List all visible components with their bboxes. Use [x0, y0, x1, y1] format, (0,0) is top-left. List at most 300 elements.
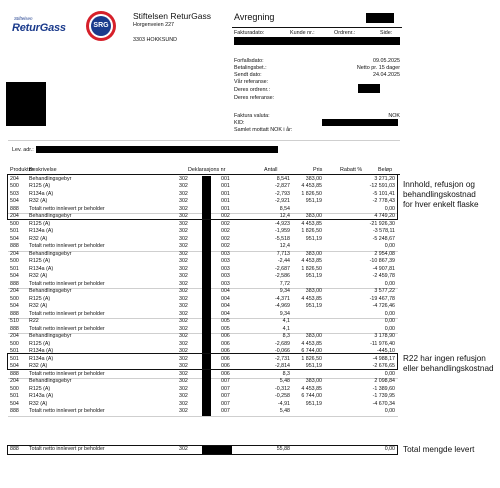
cell-produktnr: 504 [10, 235, 19, 242]
cell-beskrivelse: Totalt netto innlevert pr beholder [29, 280, 105, 287]
cell-produktnr: 504 [10, 303, 19, 309]
redacted-block [202, 221, 211, 229]
table-row [8, 236, 398, 244]
cell-beskrivelse: R134a (A) [29, 348, 54, 354]
cell-produktnr: 501 [10, 355, 19, 362]
cell-deklarasjon-suffix: 006 [221, 370, 230, 377]
col-header-produktnr: Produktnr [10, 167, 34, 173]
cell-deklarasjon-suffix: 001 [221, 198, 230, 204]
cell-deklarasjon-prefix: 302 [179, 243, 188, 249]
redacted-block [202, 228, 211, 236]
cell-deklarasjon-prefix: 302 [179, 378, 188, 384]
cell-antall: 9,34 [279, 310, 290, 317]
cell-belop: -2 676,65 [372, 363, 395, 369]
cell-deklarasjon-suffix: 007 [221, 385, 230, 392]
cell-deklarasjon-suffix: 002 [221, 228, 230, 234]
cell-deklarasjon-prefix: 302 [179, 235, 188, 242]
cell-beskrivelse: Totalt netto innlevert pr beholder [29, 325, 105, 332]
cell-deklarasjon-suffix: 003 [221, 258, 230, 264]
cell-belop: 4 749,20 [374, 213, 395, 219]
cell-beskrivelse: R125 (A) [29, 183, 51, 189]
cell-antall: 12,4 [279, 243, 290, 249]
cell-deklarasjon-suffix: 006 [221, 348, 230, 354]
redacted-block [366, 13, 394, 23]
cell-produktnr: 204 [10, 378, 19, 384]
cell-pris: 383,00 [305, 213, 322, 219]
redacted-block [202, 251, 211, 259]
cell-belop: 2 098,84 [374, 378, 395, 384]
redacted-block [202, 341, 211, 349]
cell-belop: 0,00 [384, 446, 395, 452]
cell-pris: 4 453,85 [301, 183, 322, 189]
table-row [8, 333, 398, 341]
cell-pris: 951,19 [305, 273, 322, 279]
cell-deklarasjon-prefix: 302 [179, 295, 188, 302]
cell-antall: 5,48 [279, 378, 290, 384]
cell-deklarasjon-prefix: 302 [179, 175, 188, 182]
cell-deklarasjon-prefix: 302 [179, 213, 188, 219]
table-row [8, 221, 398, 229]
cell-pris: 4 453,85 [301, 220, 322, 227]
cell-deklarasjon-suffix: 006 [221, 355, 230, 362]
annotation-r22: R22 har ingen refusjon eller behandlingskostnad [403, 354, 494, 373]
cell-belop: 0,00 [384, 318, 395, 324]
cell-antall: 7,72 [279, 280, 290, 287]
redacted-block [202, 296, 211, 304]
cell-deklarasjon-suffix: 007 [221, 408, 230, 414]
table-row [8, 386, 398, 394]
cell-belop: -2 778,43 [372, 198, 395, 204]
cell-beskrivelse: R134a (A) [29, 228, 54, 234]
annotation-total: Total mengde levert [403, 445, 475, 454]
cell-pris: 383,00 [305, 175, 322, 182]
cell-deklarasjon-prefix: 302 [179, 310, 188, 317]
cell-beskrivelse: Totalt netto innlevert pr beholder [29, 243, 105, 249]
company-logo [10, 8, 120, 48]
cell-deklarasjon-suffix: 006 [221, 333, 230, 339]
cell-beskrivelse: Behandlingsgebyr [29, 213, 72, 219]
cell-antall: -2,921 [274, 198, 290, 204]
cell-deklarasjon-suffix: 001 [221, 183, 230, 189]
cell-produktnr: 501 [10, 265, 19, 272]
table-row [8, 311, 398, 319]
redacted-block [358, 84, 380, 93]
cell-deklarasjon-suffix: 006 [221, 363, 230, 369]
cell-produktnr: 500 [10, 258, 19, 264]
highlight-box-first-bottle [7, 174, 398, 220]
cell-deklarasjon-prefix: 302 [179, 446, 188, 452]
sender-name: Stiftelsen ReturGass [133, 11, 211, 21]
redacted-block [202, 258, 211, 266]
cell-pris: 383,00 [305, 378, 322, 384]
field-value: 09.05.2025 [373, 58, 400, 64]
cell-deklarasjon-suffix: 006 [221, 340, 230, 347]
table-row [8, 258, 398, 266]
cell-deklarasjon-prefix: 302 [179, 228, 188, 234]
cell-beskrivelse: R125 (A) [29, 385, 51, 392]
cell-beskrivelse: Totalt netto innlevert pr beholder [29, 370, 105, 377]
cell-deklarasjon-suffix: 002 [221, 213, 230, 219]
table-row [8, 401, 398, 409]
table-row [8, 318, 398, 326]
cell-belop: -10 867,39 [369, 258, 395, 264]
cell-belop: 0,00 [384, 310, 395, 317]
cell-beskrivelse: Behandlingsgebyr [29, 378, 72, 384]
cell-produktnr: 501 [10, 393, 19, 399]
redacted-block [202, 326, 211, 334]
cell-deklarasjon-suffix: 001 [221, 175, 230, 182]
redacted-block [202, 318, 211, 326]
cell-deklarasjon-suffix: 001 [221, 205, 230, 212]
table-row [8, 303, 398, 311]
field-label: Deres referanse: [234, 95, 275, 101]
cell-deklarasjon-prefix: 302 [179, 325, 188, 332]
table-row [8, 273, 398, 281]
cell-deklarasjon-prefix: 302 [179, 190, 188, 197]
cell-beskrivelse: R32 (A) [29, 363, 48, 369]
field-label: Deres ordrenr.: [234, 87, 270, 93]
header-rule [232, 27, 402, 28]
cell-pris: 951,19 [305, 400, 322, 407]
col-header-belop: Beløp [378, 167, 393, 173]
field-value: Netto pr. 15 dager [356, 65, 400, 71]
cell-antall: 8,541 [276, 175, 290, 182]
cell-beskrivelse: Totalt netto innlevert pr beholder [29, 408, 105, 414]
cell-deklarasjon-prefix: 302 [179, 273, 188, 279]
cell-pris: 1 826,50 [301, 265, 322, 272]
cell-deklarasjon-suffix: 003 [221, 273, 230, 279]
cell-belop: 0,00 [384, 243, 395, 249]
cell-produktnr: 888 [10, 325, 19, 332]
cell-deklarasjon-prefix: 302 [179, 220, 188, 227]
cell-deklarasjon-suffix: 002 [221, 235, 230, 242]
cell-antall: 8,54 [279, 205, 290, 212]
field-label: Vår referanse: [234, 79, 269, 85]
field-label: Betalingsbet.: [234, 65, 267, 71]
cell-deklarasjon-prefix: 302 [179, 205, 188, 212]
cell-antall: -0,312 [274, 385, 290, 392]
table-row [8, 243, 398, 251]
cell-produktnr: 500 [10, 220, 19, 227]
cell-beskrivelse: R32 (A) [29, 198, 48, 204]
cell-deklarasjon-prefix: 302 [179, 370, 188, 377]
cell-deklarasjon-prefix: 302 [179, 265, 188, 272]
cell-deklarasjon-suffix: 005 [221, 325, 230, 332]
table-row [8, 228, 398, 236]
cell-pris: 951,19 [305, 235, 322, 242]
field-label: Faktura valuta: [234, 113, 270, 119]
cell-produktnr: 204 [10, 250, 19, 257]
cell-belop: 2 954,08 [374, 250, 395, 257]
cell-deklarasjon-prefix: 302 [179, 385, 188, 392]
redacted-block [202, 401, 211, 409]
cell-belop: -4 907,81 [372, 265, 395, 272]
cell-belop: 3 577,22 [374, 288, 395, 294]
cell-beskrivelse: R134a (A) [29, 190, 54, 197]
table-row [8, 341, 398, 349]
label-fakturadato: Fakturadato: [234, 30, 265, 36]
document-title: Avregning [234, 12, 275, 22]
cell-beskrivelse: Behandlingsgebyr [29, 333, 72, 339]
redacted-block [36, 146, 278, 153]
cell-deklarasjon-prefix: 302 [179, 288, 188, 294]
cell-produktnr: 501 [10, 228, 19, 234]
group-divider [8, 416, 398, 417]
cell-deklarasjon-suffix: 004 [221, 295, 230, 302]
cell-belop: -5 101,41 [372, 190, 395, 197]
cell-beskrivelse: R32 (A) [29, 400, 48, 407]
redacted-block [202, 311, 211, 319]
cell-produktnr: 888 [10, 280, 19, 287]
cell-beskrivelse: R32 (A) [29, 235, 48, 242]
cell-antall: 5,48 [279, 408, 290, 414]
cell-beskrivelse: R134a (A) [29, 355, 54, 362]
cell-antall: -1,959 [274, 228, 290, 234]
cell-beskrivelse: Totalt netto innlevert pr beholder [29, 446, 105, 452]
cell-antall: -2,814 [274, 363, 290, 369]
redacted-block [202, 243, 211, 251]
cell-belop: -11 976,40 [370, 340, 395, 347]
cell-antall: -2,586 [274, 273, 290, 279]
cell-beskrivelse: R125 (A) [29, 258, 51, 264]
cell-deklarasjon-suffix: 002 [221, 220, 230, 227]
cell-produktnr: 204 [10, 288, 19, 294]
cell-deklarasjon-prefix: 302 [179, 348, 188, 354]
cell-produktnr: 888 [10, 205, 19, 212]
cell-deklarasjon-suffix: 007 [221, 400, 230, 407]
cell-belop: -4 988,17 [372, 355, 395, 362]
cell-beskrivelse: R143a (A) [29, 393, 54, 399]
logo-badge-text: SRG [93, 22, 109, 29]
cell-antall: -4,969 [274, 303, 290, 309]
cell-deklarasjon-prefix: 302 [179, 303, 188, 309]
cell-antall: -4,371 [274, 295, 290, 302]
cell-pris: 383,00 [305, 288, 322, 294]
cell-deklarasjon-prefix: 302 [179, 250, 188, 257]
cell-antall: -0,258 [274, 393, 290, 399]
highlight-box-r22 [7, 353, 398, 370]
sender-city: 3303 HOKKSUND [133, 37, 178, 43]
logo-brand-text: ReturGass [12, 22, 66, 34]
highlight-box-total [7, 445, 398, 455]
cell-pris: 383,00 [305, 250, 322, 257]
cell-pris: 1 826,50 [301, 228, 322, 234]
cell-produktnr: 504 [10, 198, 19, 204]
cell-produktnr: 888 [10, 408, 19, 414]
cell-produktnr: 204 [10, 213, 19, 219]
cell-deklarasjon-prefix: 302 [179, 280, 188, 287]
redacted-block [6, 82, 46, 126]
cell-beskrivelse: R32 (A) [29, 273, 48, 279]
col-header-rabatt: Rabatt % [340, 167, 363, 173]
cell-beskrivelse: Behandlingsgebyr [29, 175, 72, 182]
cell-deklarasjon-suffix: 003 [221, 250, 230, 257]
cell-deklarasjon-suffix: 005 [221, 318, 230, 324]
cell-antall: 7,713 [276, 250, 290, 257]
cell-deklarasjon-suffix: 003 [221, 265, 230, 272]
annotation-bottle-content: Innhold, refusjon og behandlingskostnad for hver enkelt flaske [403, 180, 479, 209]
cell-beskrivelse: R125 (A) [29, 220, 51, 227]
cell-belop: 0,00 [384, 325, 395, 332]
cell-belop: 0,00 [384, 408, 395, 414]
cell-deklarasjon-prefix: 302 [179, 400, 188, 407]
cell-antall: 12,4 [279, 213, 290, 219]
cell-produktnr: 500 [10, 385, 19, 392]
cell-produktnr: 504 [10, 363, 19, 369]
delivery-address-label: Lev. adr.: [12, 147, 34, 153]
redacted-block [202, 378, 211, 386]
cell-antall: -4,923 [274, 220, 290, 227]
cell-produktnr: 500 [10, 183, 19, 189]
cell-deklarasjon-suffix: 003 [221, 280, 230, 287]
cell-beskrivelse: Totalt netto innlevert pr beholder [29, 310, 105, 317]
divider [8, 140, 400, 141]
field-label: Samlet mottatt NOK i år: [234, 127, 293, 133]
cell-antall: 4,1 [282, 325, 290, 332]
cell-antall: -0,066 [274, 348, 290, 354]
cell-antall: -2,689 [274, 340, 290, 347]
cell-produktnr: 204 [10, 333, 19, 339]
cell-antall: 55,88 [276, 446, 290, 452]
cell-antall: -2,827 [274, 183, 290, 189]
cell-produktnr: 204 [10, 175, 19, 182]
cell-produktnr: 503 [10, 190, 19, 197]
table-row [8, 393, 398, 401]
cell-deklarasjon-suffix: 002 [221, 243, 230, 249]
cell-deklarasjon-prefix: 302 [179, 183, 188, 189]
cell-belop: -4 670,34 [372, 400, 395, 407]
table-row [8, 296, 398, 304]
cell-belop: -1 739,95 [372, 393, 395, 399]
logo-small-text: Stiftelsen [14, 16, 33, 21]
cell-deklarasjon-prefix: 302 [179, 363, 188, 369]
label-side: Side: [380, 30, 393, 36]
sender-address: Horgenveien 227 [133, 22, 175, 28]
redacted-block [202, 371, 211, 379]
field-label: Sendt dato: [234, 72, 262, 78]
cell-antall: -5,518 [274, 235, 290, 242]
field-label: KID: [234, 120, 245, 126]
cell-deklarasjon-prefix: 302 [179, 355, 188, 362]
cell-deklarasjon-suffix: 004 [221, 288, 230, 294]
cell-deklarasjon-suffix: 001 [221, 190, 230, 197]
cell-antall: -4,91 [277, 400, 290, 407]
cell-produktnr: 501 [10, 348, 19, 354]
cell-belop: -1 389,60 [372, 385, 395, 392]
cell-beskrivelse: R32 (A) [29, 303, 48, 309]
cell-produktnr: 888 [10, 446, 19, 452]
cell-pris: 951,19 [305, 303, 322, 309]
cell-beskrivelse: Behandlingsgebyr [29, 250, 72, 257]
col-header-beskrivelse: Beskrivelse [29, 167, 57, 173]
cell-pris: 1 826,50 [301, 355, 322, 362]
field-value: 24.04.2025 [373, 72, 400, 78]
cell-pris: 6 744,00 [301, 348, 322, 354]
cell-belop: -19 467,78 [369, 295, 395, 302]
cell-belop: 0,00 [384, 370, 395, 377]
redacted-block [202, 236, 211, 244]
cell-produktnr: 888 [10, 310, 19, 317]
table-row [8, 281, 398, 289]
cell-belop: 3 178,90 [374, 333, 395, 339]
cell-pris: 1 826,50 [301, 190, 322, 197]
cell-beskrivelse: Totalt netto innlevert pr beholder [29, 205, 105, 212]
cell-antall: 8,3 [282, 370, 290, 377]
cell-produktnr: 504 [10, 273, 19, 279]
cell-pris: 951,19 [305, 198, 322, 204]
redacted-block [234, 37, 400, 45]
field-label: Forfallsdato: [234, 58, 264, 64]
cell-belop: -21 926,30 [369, 220, 395, 227]
redacted-block [202, 333, 211, 341]
cell-antall: -2,793 [274, 190, 290, 197]
col-header-deklarasjon: Deklarasjons nr [188, 167, 226, 173]
redacted-block [202, 303, 211, 311]
cell-deklarasjon-suffix: 004 [221, 303, 230, 309]
cell-pris: 4 453,85 [301, 340, 322, 347]
cell-beskrivelse: R125 (A) [29, 295, 51, 302]
redacted-block [202, 281, 211, 289]
redacted-block [202, 393, 211, 401]
cell-deklarasjon-prefix: 302 [179, 318, 188, 324]
label-ordrenr: Ordrenr.: [334, 30, 356, 36]
table-row [8, 251, 398, 259]
label-kunde-nr: Kunde nr.: [290, 30, 315, 36]
cell-belop: -2 459,78 [372, 273, 395, 279]
cell-antall: 4,1 [282, 318, 290, 324]
cell-belop: -12 591,03 [369, 183, 395, 189]
cell-beskrivelse: R125 (A) [29, 340, 51, 347]
cell-beskrivelse: R134a (A) [29, 265, 54, 272]
cell-beskrivelse: R22 [29, 318, 39, 324]
table-row [8, 371, 398, 379]
cell-antall: -2,731 [274, 355, 290, 362]
cell-deklarasjon-prefix: 302 [179, 408, 188, 414]
cell-deklarasjon-prefix: 302 [179, 393, 188, 399]
table-row [8, 408, 398, 416]
col-header-antall: Antall [264, 167, 278, 173]
redacted-block [202, 386, 211, 394]
cell-pris: 4 453,85 [301, 295, 322, 302]
cell-pris: 4 453,85 [301, 258, 322, 264]
col-header-pris: Pris [313, 167, 323, 173]
redacted-block [202, 288, 211, 296]
table-row [8, 288, 398, 296]
cell-pris: 951,19 [305, 363, 322, 369]
redacted-block [202, 273, 211, 281]
cell-produktnr: 500 [10, 340, 19, 347]
cell-beskrivelse: Behandlingsgebyr [29, 288, 72, 294]
cell-belop: -445,10 [377, 348, 395, 354]
cell-deklarasjon-suffix: 004 [221, 310, 230, 317]
redacted-block [322, 119, 398, 126]
cell-deklarasjon-prefix: 302 [179, 258, 188, 264]
cell-pris: 4 453,85 [301, 385, 322, 392]
table-row [8, 266, 398, 274]
redacted-block [202, 266, 211, 274]
cell-belop: 0,00 [384, 280, 395, 287]
cell-belop: 0,00 [384, 205, 395, 212]
cell-belop: -4 726,46 [372, 303, 395, 309]
cell-belop: -3 578,11 [373, 228, 395, 234]
cell-antall: 9,34 [279, 288, 290, 294]
field-value: NOK [388, 113, 400, 119]
cell-belop: 3 271,20 [374, 175, 395, 182]
cell-produktnr: 888 [10, 243, 19, 249]
cell-produktnr: 510 [10, 318, 19, 324]
table-row [8, 378, 398, 386]
cell-antall: -2,44 [277, 258, 290, 264]
